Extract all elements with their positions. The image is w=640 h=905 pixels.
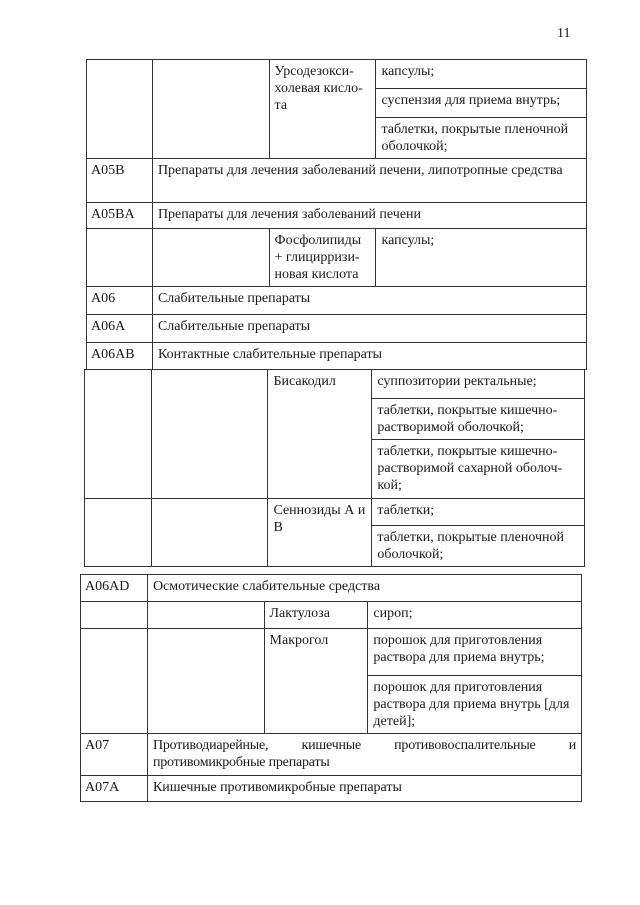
dosage-form: таблетки, покрытые кишечно- растворимой оболочкой; [372,399,585,440]
table-cell-code [81,602,148,629]
drug-name: Лактулоза [264,602,368,629]
group-title: Контактные слабительные препараты [152,343,586,370]
table-cell-group [147,629,264,734]
table-cell-group [152,229,269,287]
atc-code: A07 [81,734,148,776]
table-cell-code [81,629,148,734]
dosage-form: порошок для приготовления раствора для приема внутрь [для детей]; [368,676,582,734]
dosage-form: таблетки, покрытые пленочной оболочкой; [376,118,587,159]
group-title: Препараты для лечения заболеваний печени, липотропные средства [152,159,586,203]
drug-name: Бисакодил [268,370,372,499]
atc-code: A07A [81,776,148,802]
dosage-form: суспензия для приема внутрь; [376,89,587,118]
group-title: Противодиарейные, кишечные противовоспалительные и противомикробные препараты [147,734,581,776]
drug-name: Фосфолипиды + глицирризи- новая кислота [269,229,376,287]
drug-table-middle [84,369,585,567]
dosage-form: суппозитории ректальные; [372,370,585,399]
table-cell-group [147,602,264,629]
drug-name: Макрогол [264,629,368,734]
dosage-form: порошок для приготовления раствора для приема внутрь; [368,629,582,676]
atc-code: A05B [87,159,153,203]
dosage-form: капсулы; [376,60,587,89]
drug-table-lower [80,574,582,802]
atc-code: A06AD [81,575,148,602]
dosage-form: таблетки, покрытые пленочной оболочкой; [372,526,585,567]
table-cell-code [87,60,153,159]
atc-code: A06 [87,287,153,315]
table-cell-group [151,499,268,567]
drug-name: Урсодезокси- холевая кисло- та [269,60,376,159]
dosage-form: таблетки; [372,499,585,526]
page-number: 11 [557,26,571,41]
atc-code: A06A [87,315,153,343]
dosage-form: капсулы; [376,229,587,287]
dosage-form: сироп; [368,602,582,629]
group-title: Кишечные противомикробные препараты [147,776,581,802]
drug-table-upper [86,59,587,370]
group-title: Осмотические слабительные средства [147,575,581,602]
drug-name: Сеннозиды А и В [268,499,372,567]
group-title: Слабительные препараты [152,315,586,343]
table-cell-code [87,229,153,287]
atc-code: A05BA [87,203,153,229]
table-cell-group [152,60,269,159]
table-cell-group [151,370,268,499]
group-title: Слабительные препараты [152,287,586,315]
table-cell-code [85,370,152,499]
table-cell-code [85,499,152,567]
atc-code: A06AB [87,343,153,370]
group-title: Препараты для лечения заболеваний печени [152,203,586,229]
dosage-form: таблетки, покрытые кишечно- растворимой сахарной оболоч- кой; [372,440,585,499]
